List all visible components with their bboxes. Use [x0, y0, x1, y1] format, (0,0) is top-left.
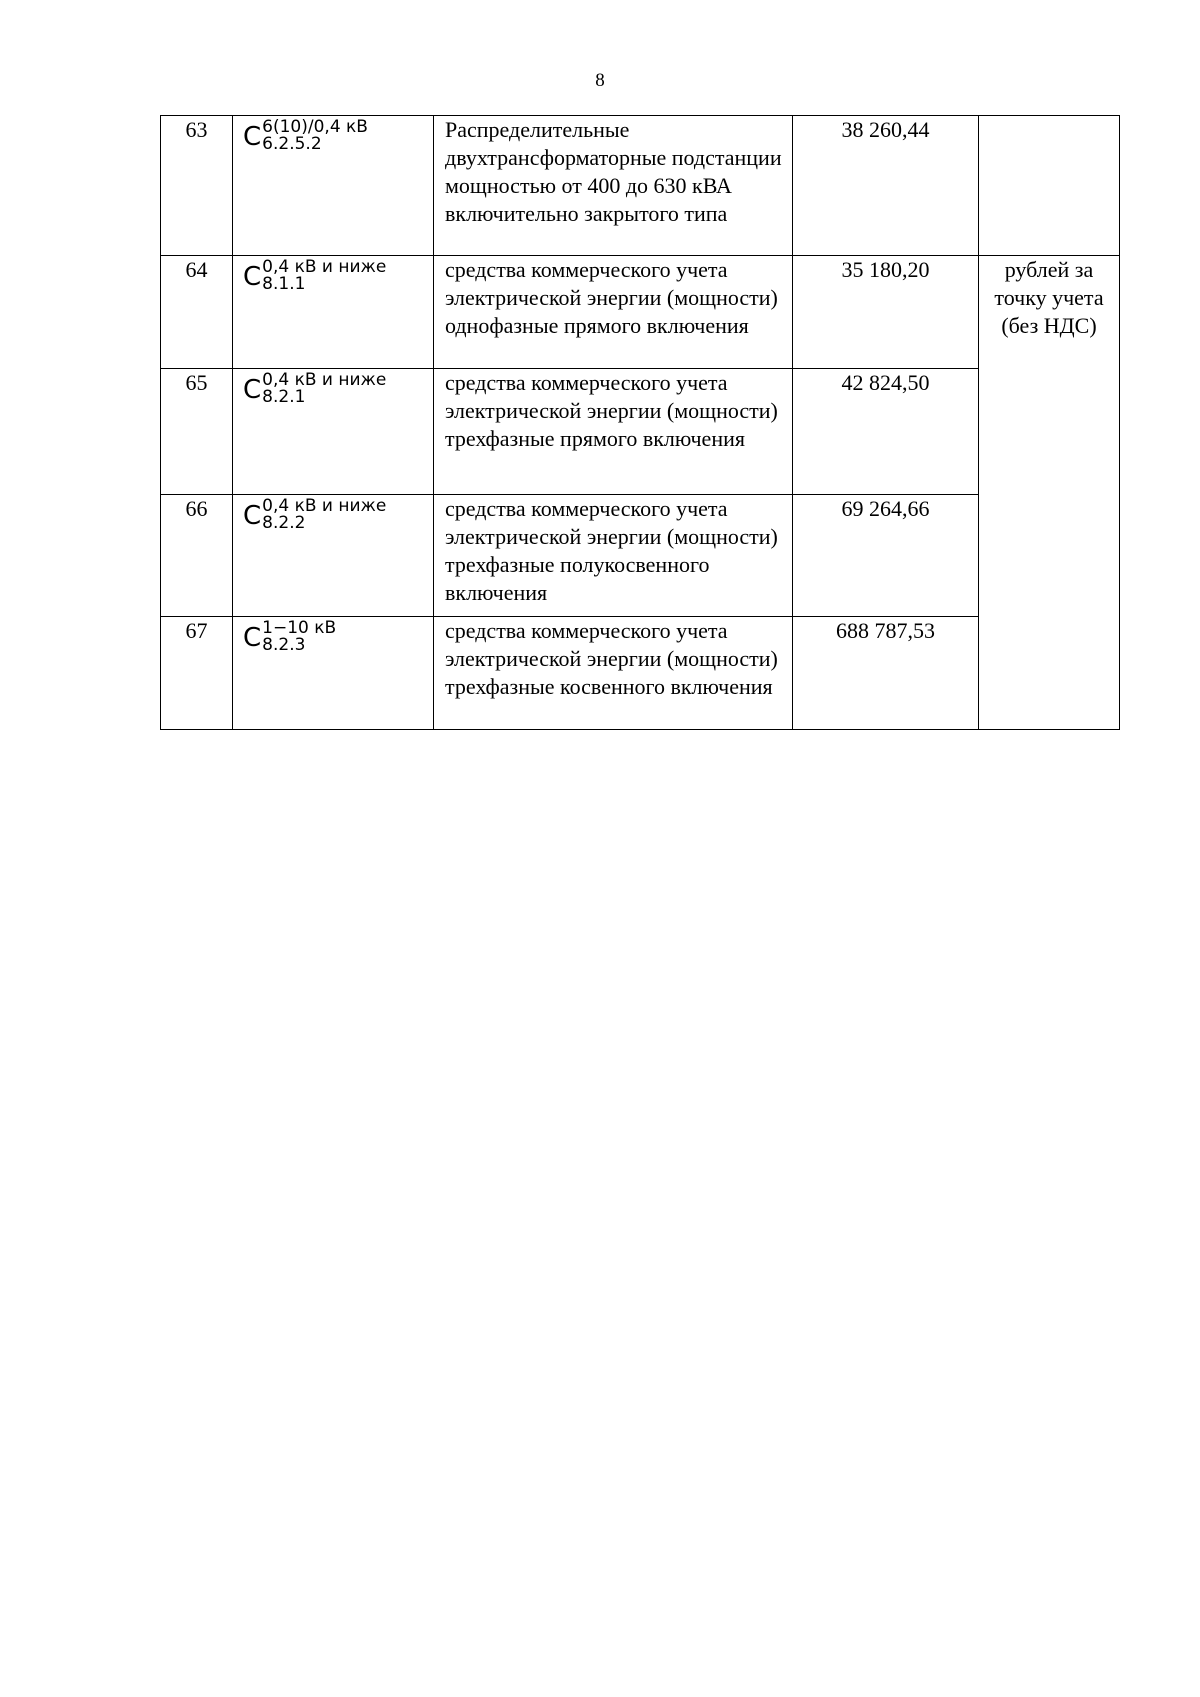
- value-cell: [793, 617, 979, 730]
- rate-code: [243, 617, 336, 655]
- rate-code-superscript: 0,4 кВ и ниже: [262, 496, 387, 516]
- row-description: Распределительные двухтрансформаторные подстанции мощностью от 400 до 630 кВА включительно закрытого типа: [445, 117, 782, 226]
- table-row: [161, 369, 1120, 495]
- row-number: 66: [185, 496, 208, 521]
- rate-code-base: C: [243, 623, 262, 653]
- row-number-cell: [161, 369, 233, 495]
- rate-code-cell: [233, 116, 434, 256]
- rate-code-base: C: [243, 262, 262, 292]
- table-row: [161, 617, 1120, 730]
- row-description: средства коммерческого учета электрической энергии (мощности) трехфазные полукосвенного включения: [445, 496, 778, 605]
- description-cell: [434, 369, 793, 495]
- row-number: 64: [185, 257, 208, 282]
- row-value: 42 824,50: [841, 370, 930, 395]
- page-number: 8: [595, 70, 605, 91]
- rate-code-superscript: 0,4 кВ и ниже: [262, 370, 387, 390]
- unit-cell: [979, 256, 1120, 730]
- table-row: [161, 256, 1120, 369]
- unit-label: рублей за точку учета (без НДС): [994, 257, 1104, 338]
- rate-code-subscript: 8.2.1: [262, 387, 306, 407]
- rate-code-base: C: [243, 375, 262, 405]
- rate-code-base: C: [243, 122, 262, 152]
- row-number-cell: [161, 256, 233, 369]
- row-number-cell: [161, 116, 233, 256]
- rate-code: [243, 256, 386, 294]
- rate-code: [243, 369, 386, 407]
- description-cell: [434, 116, 793, 256]
- row-value: 688 787,53: [836, 618, 935, 643]
- row-number: 65: [185, 370, 208, 395]
- rates-table: [160, 115, 1120, 730]
- rate-code-subscript: 8.2.2: [262, 513, 306, 533]
- row-description: средства коммерческого учета электрической энергии (мощности) однофазные прямого включения: [445, 257, 778, 338]
- description-cell: [434, 617, 793, 730]
- description-cell: [434, 256, 793, 369]
- table-row: [161, 116, 1120, 256]
- rate-code-subscript: 8.2.3: [262, 635, 306, 655]
- value-cell: [793, 495, 979, 617]
- rate-code-superscript: 0,4 кВ и ниже: [262, 257, 387, 277]
- value-cell: [793, 116, 979, 256]
- rate-code: [243, 116, 368, 154]
- rate-code-superscript: 1−10 кВ: [262, 618, 337, 638]
- description-cell: [434, 495, 793, 617]
- rate-code-cell: [233, 256, 434, 369]
- row-number: 63: [185, 117, 208, 142]
- row-description: средства коммерческого учета электрической энергии (мощности) трехфазные косвенного включения: [445, 618, 778, 699]
- rate-code-subscript: 6.2.5.2: [262, 134, 322, 154]
- rate-code: [243, 495, 386, 533]
- rate-code-subscript: 8.1.1: [262, 274, 306, 294]
- row-number-cell: [161, 495, 233, 617]
- table-row: [161, 495, 1120, 617]
- value-cell: [793, 369, 979, 495]
- row-value: 35 180,20: [841, 257, 930, 282]
- row-value: 38 260,44: [841, 117, 930, 142]
- rate-code-base: C: [243, 501, 262, 531]
- unit-cell-empty: [979, 116, 1120, 256]
- value-cell: [793, 256, 979, 369]
- row-description: средства коммерческого учета электрической энергии (мощности) трехфазные прямого включения: [445, 370, 778, 451]
- rate-code-cell: [233, 495, 434, 617]
- rate-code-cell: [233, 617, 434, 730]
- row-value: 69 264,66: [841, 496, 930, 521]
- row-number-cell: [161, 617, 233, 730]
- rate-code-superscript: 6(10)/0,4 кВ: [262, 117, 368, 137]
- row-number: 67: [185, 618, 208, 643]
- rate-code-cell: [233, 369, 434, 495]
